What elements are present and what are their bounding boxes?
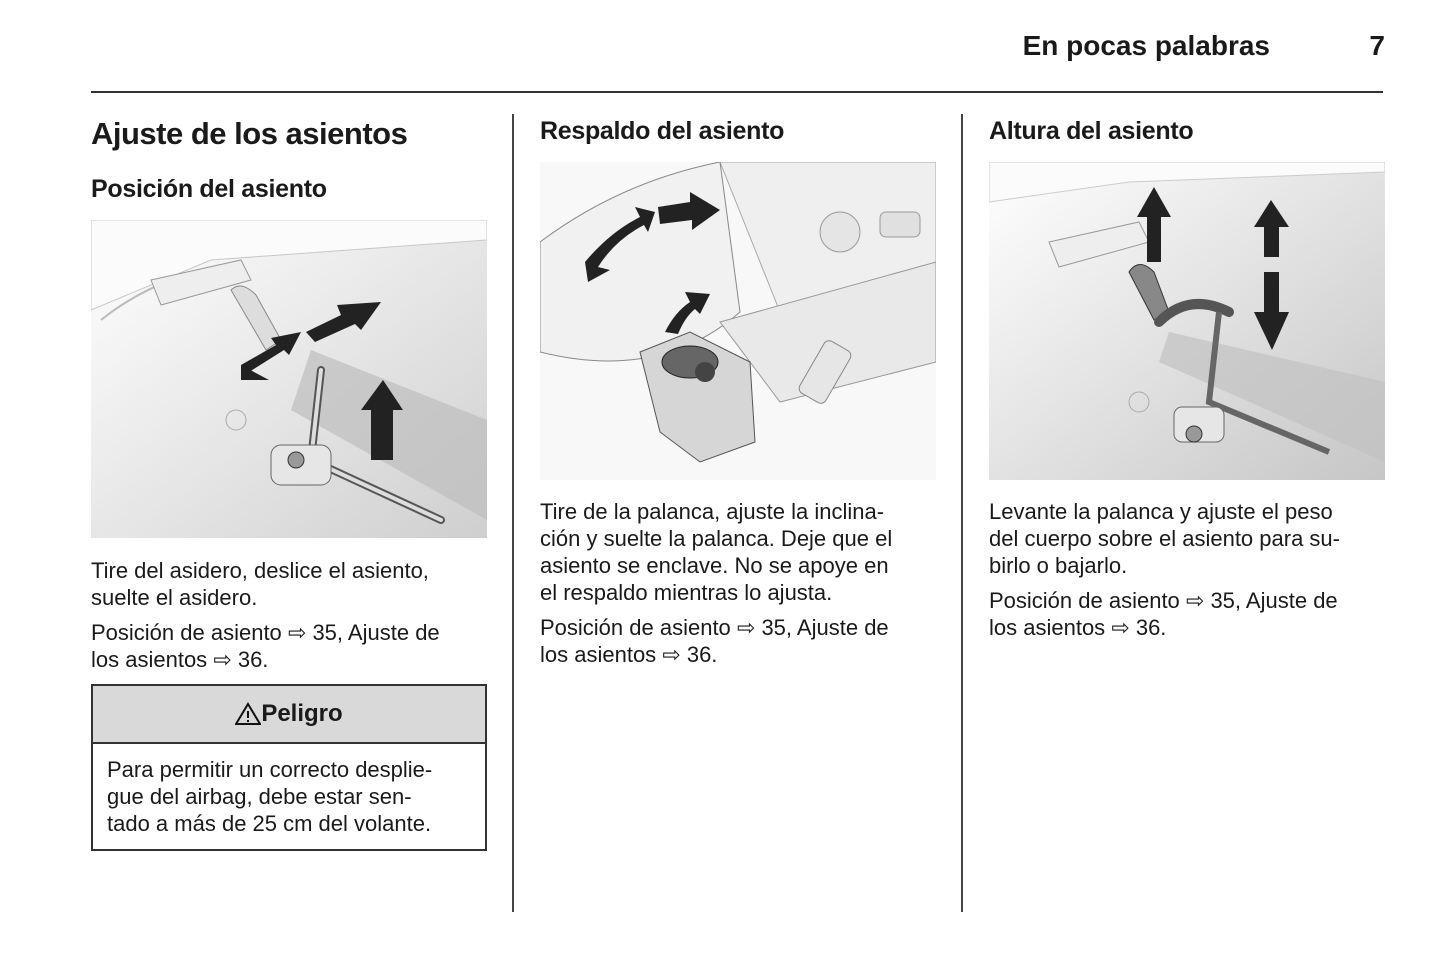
height-reference — [989, 587, 1389, 641]
seat-position-text — [91, 557, 491, 611]
reference-line: Posición de asiento ⇨ 35, Ajuste de — [540, 615, 889, 640]
column-divider-2 — [961, 114, 963, 912]
danger-title: Peligro — [261, 700, 343, 727]
reference-line: Posición de asiento ⇨ 35, Ajuste de — [989, 588, 1338, 613]
seat-position-reference — [91, 619, 491, 673]
danger-header — [93, 686, 485, 744]
reference-line: Posición de asiento ⇨ 35, Ajuste de — [91, 620, 440, 645]
backrest-text-line: asiento se enclave. No se apoye en — [540, 553, 889, 578]
danger-box — [91, 684, 487, 851]
seat-position-instruction: Tire del asidero, deslice el asiento, suelte el asidero. — [91, 558, 429, 610]
section-title: Ajuste de los asientos — [91, 116, 408, 151]
height-text-line: Levante la palanca y ajuste el peso — [989, 499, 1333, 524]
header-divider — [91, 91, 1383, 93]
danger-text-line: Para permitir un correcto desplie- — [107, 757, 433, 782]
danger-text-line: tado a más de 25 cm del volante. — [107, 811, 432, 836]
height-text-line: birlo o bajarlo. — [989, 553, 1128, 578]
page-number: 7 — [1369, 30, 1385, 61]
reference-line: los asientos ⇨ 36. — [989, 615, 1167, 640]
reference-line: los asientos ⇨ 36. — [91, 647, 269, 672]
seat-position-figure — [91, 220, 487, 538]
height-text-line: del cuerpo sobre el asiento para su- — [989, 526, 1340, 551]
backrest-text-line: Tire de la palanca, ajuste la inclina- — [540, 499, 885, 524]
danger-text-line: gue del airbag, debe estar sen- — [107, 784, 412, 809]
backrest-text — [540, 498, 940, 606]
subsection-title-height: Altura del asiento — [989, 117, 1194, 145]
danger-body — [93, 744, 485, 849]
running-header-title: En pocas palabras — [1022, 30, 1270, 61]
subsection-title-position: Posición del asiento — [91, 175, 327, 203]
subsection-title-backrest: Respaldo del asiento — [540, 117, 785, 145]
reference-line: los asientos ⇨ 36. — [540, 642, 718, 667]
backrest-text-line: ción y suelte la palanca. Deje que el — [540, 526, 893, 551]
seat-height-figure — [989, 162, 1385, 480]
seatback-figure — [540, 162, 936, 480]
warning-triangle-icon — [235, 702, 261, 726]
backrest-text-line: el respaldo mientras lo ajusta. — [540, 580, 833, 605]
column-divider-1 — [512, 114, 514, 912]
backrest-reference — [540, 614, 940, 668]
height-text — [989, 498, 1389, 579]
